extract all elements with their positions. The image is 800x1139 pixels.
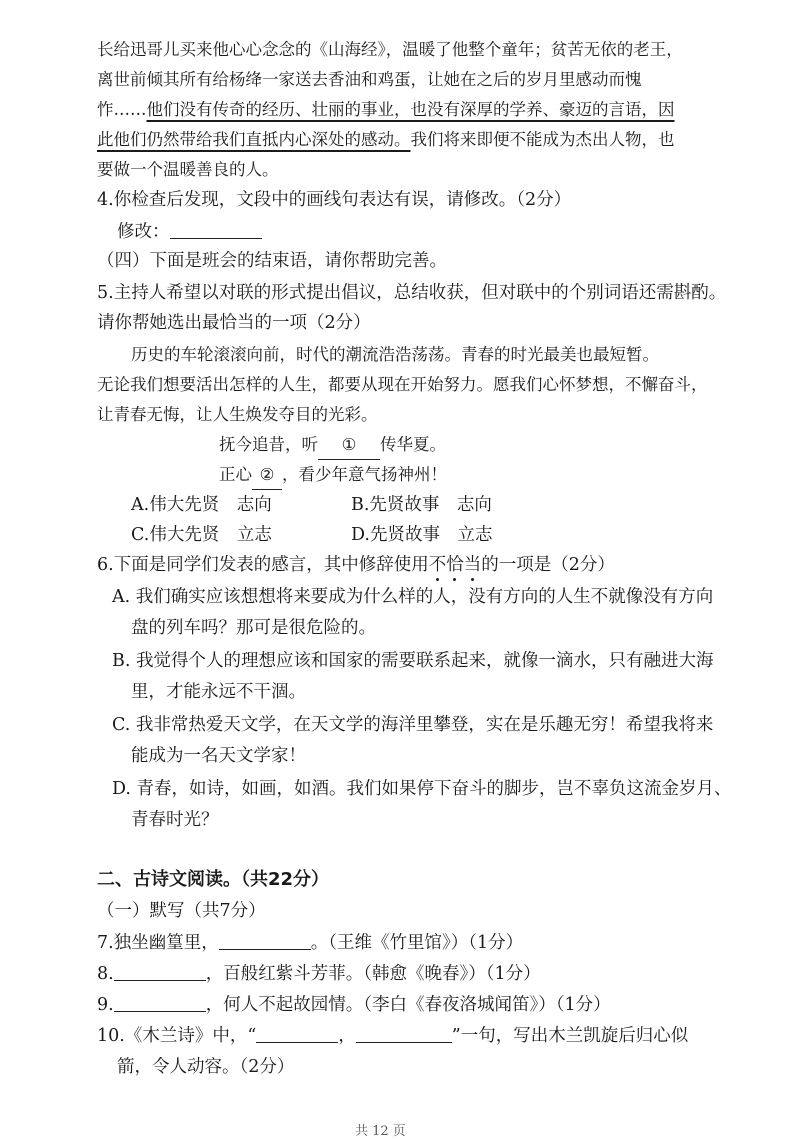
couplet-2-pre: 正心 xyxy=(219,465,252,484)
speech-line-2: 无论我们想要活出怎样的人生，都要从现在开始努力。愿我们心怀梦想，不懈奋斗， xyxy=(97,375,708,394)
q6-option-d-line-2: 青春时光？ xyxy=(131,810,219,830)
q10-pre: 10.《木兰诗》中，“ xyxy=(97,1026,257,1046)
q8-pre: 8. xyxy=(97,964,114,984)
couplet-1-post: 传华夏。 xyxy=(380,435,446,454)
q5-option-c[interactable]: C.伟大先贤 立志 xyxy=(131,525,272,545)
speech-line-3: 让青春无悔，让人生焕发夺目的光彩。 xyxy=(97,405,378,424)
section-2-sub-heading: （一）默写（共7分） xyxy=(97,901,266,921)
couplet-blank-2[interactable]: ② xyxy=(252,461,282,490)
q10-answer-blank-1[interactable] xyxy=(256,1022,338,1043)
q4-answer-label: 修改： xyxy=(117,222,170,242)
underlined-sentence-part-1: 他们没有传奇的经历、壮丽的事业，也没有深厚的学养、豪迈的言语，因 xyxy=(146,100,675,119)
question-10-line-2: 箭，令人动容。（2分） xyxy=(117,1057,295,1077)
q6-stem-pre: 6.下面是同学们发表的感言，其中修辞使用 xyxy=(97,555,429,575)
q5-option-b[interactable]: B.先贤故事 志向 xyxy=(351,495,492,515)
q7-answer-blank[interactable] xyxy=(219,929,311,950)
part-4-heading: （四）下面是班会的结束语，请你帮助完善。 xyxy=(97,251,447,271)
q6-option-c-line-1[interactable]: C. 我非常热爱天文学，在天文学的海洋里攀登，实在是乐趣无穷！希望我将来 xyxy=(112,715,714,735)
speech-line-1: 历史的车轮滚滚向前，时代的潮流浩浩荡荡。青春的时光最美也最短暂。 xyxy=(131,345,659,364)
q6-option-a-line-2: 盘的列车吗？那可是很危险的。 xyxy=(131,618,376,638)
q10-mid: ， xyxy=(338,1026,356,1046)
question-10-line-1 xyxy=(97,1022,688,1050)
question-5-line-2: 请你帮她选出最恰当的一项（2分） xyxy=(97,313,371,333)
q4-answer-blank[interactable] xyxy=(170,218,262,239)
question-9 xyxy=(97,991,611,1019)
emphasis-char-1: 不 xyxy=(428,555,447,575)
couplet-2-post: ，看少年意气扬神州！ xyxy=(282,465,447,484)
q8-post: ，百般红紫斗芳菲。（韩愈《晚春》）（1分） xyxy=(205,964,541,984)
q6-stem-post: 的一项是（2分） xyxy=(481,555,615,575)
q5-option-a[interactable]: A.伟大先贤 志向 xyxy=(131,495,272,515)
q7-post: 。（王维《竹里馆》）（1分） xyxy=(310,933,524,953)
q10-answer-blank-2[interactable] xyxy=(356,1022,452,1043)
q6-option-a-line-1[interactable]: A. 我们确实应该想想将来要成为什么样的人，没有方向的人生不就像没有方向 xyxy=(112,587,714,607)
q9-post: ，何人不起故园情。（李白《春夜洛城闻笛》）（1分） xyxy=(205,995,611,1015)
q4-answer-row xyxy=(117,218,262,246)
passage-line-4 xyxy=(97,126,675,154)
question-8 xyxy=(97,960,541,988)
passage-ellipsis-text: 怍…… xyxy=(97,100,147,119)
question-5-line-1: 5.主持人希望以对联的形式提出倡议，总结收获，但对联中的个别词语还需斟酌。 xyxy=(97,283,727,303)
q6-option-c-line-2: 能成为一名天文学家！ xyxy=(131,746,306,766)
question-7 xyxy=(97,929,523,957)
q6-option-b-line-1[interactable]: B. 我觉得个人的理想应该和国家的需要联系起来，就像一滴水，只有融进大海 xyxy=(112,651,714,671)
q6-option-d-line-1[interactable]: D. 青春，如诗，如画，如酒。我们如果停下奋斗的脚步，岂不辜负这流金岁月、 xyxy=(112,779,732,799)
page-footer: 共 12 页 xyxy=(355,1124,406,1139)
question-4: 4.你检查后发现，文段中的画线句表达有误，请修改。（2分） xyxy=(97,190,572,210)
passage-line-1: 长给迅哥儿买来他心心念念的《山海经》，温暖了他整个童年；贫苦无依的老王， xyxy=(97,40,683,59)
passage-line-3 xyxy=(97,96,675,124)
couplet-blank-1[interactable]: ① xyxy=(318,431,380,460)
q10-post: ”一句，写出木兰凯旋后归心似 xyxy=(451,1026,689,1046)
section-2-heading: 二、古诗文阅读。（共22分） xyxy=(97,869,330,890)
q8-answer-blank[interactable] xyxy=(114,960,206,981)
couplet-line-1 xyxy=(219,431,446,460)
passage-line-4-rest: 我们将来即便不能成为杰出人物，也 xyxy=(410,130,675,149)
underlined-sentence-part-2: 此他们仍然带给我们直抵内心深处的感动。 xyxy=(97,130,411,149)
q6-option-b-line-2: 里，才能永远不干涸。 xyxy=(131,682,306,702)
q5-option-d[interactable]: D.先贤故事 立志 xyxy=(351,525,493,545)
passage-line-2: 离世前倾其所有给杨绛一家送去香油和鸡蛋，让她在之后的岁月里感动而愧 xyxy=(97,70,642,89)
passage-line-5: 要做一个温暖善良的人。 xyxy=(97,160,279,179)
q9-answer-blank[interactable] xyxy=(114,991,206,1012)
couplet-1-pre: 抚今追昔，听 xyxy=(219,435,318,454)
emphasis-char-2: 恰 xyxy=(446,555,464,575)
q7-pre: 7.独坐幽篁里， xyxy=(97,933,219,953)
q9-pre: 9. xyxy=(97,995,114,1015)
emphasis-char-3: 当 xyxy=(463,555,482,575)
question-6-stem xyxy=(97,551,615,579)
couplet-line-2 xyxy=(219,461,447,490)
